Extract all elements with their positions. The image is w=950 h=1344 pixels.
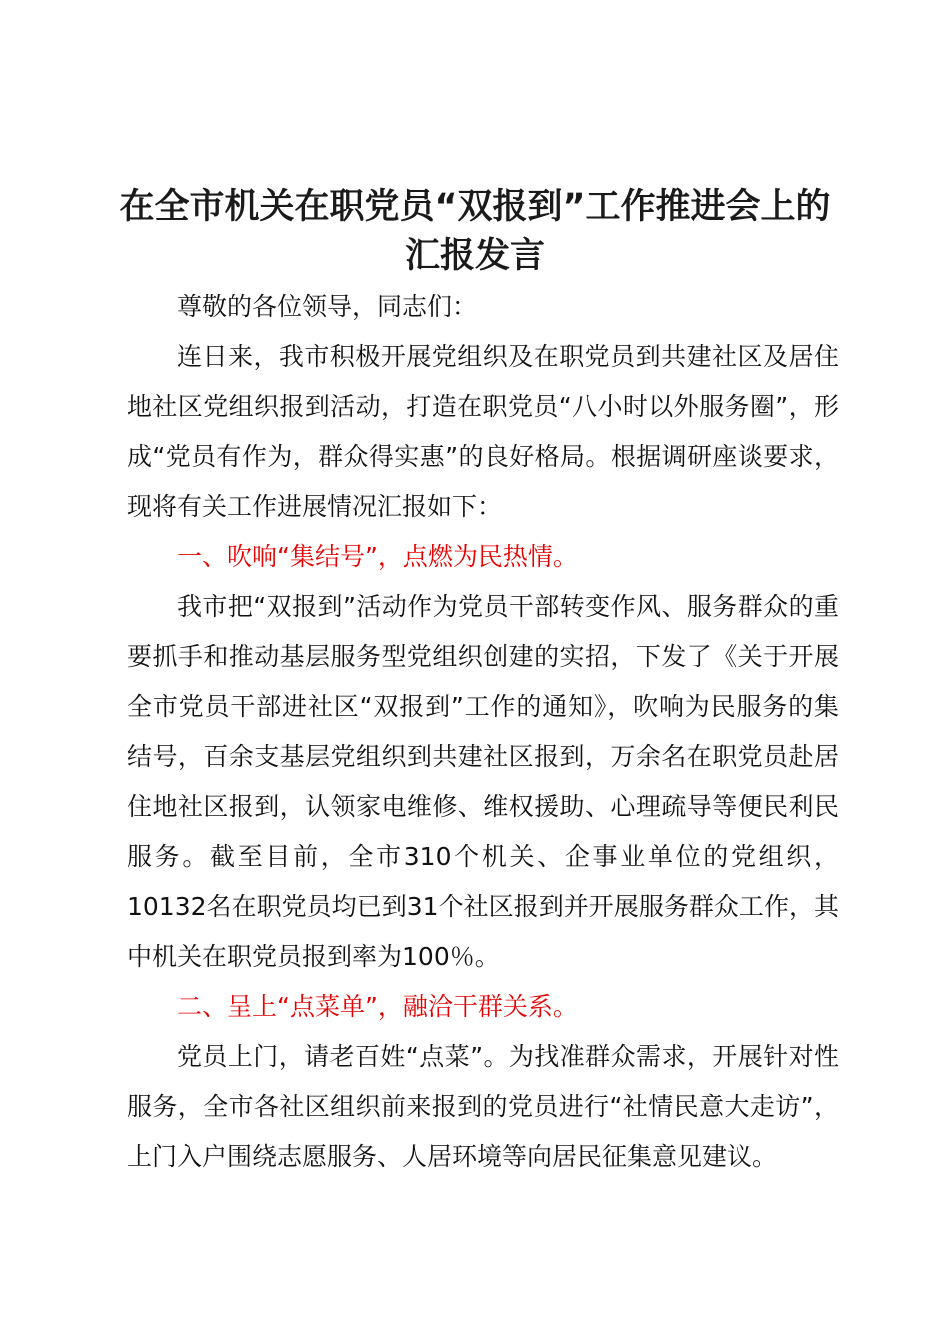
intro-paragraph: 连日来，我市积极开展党组织及在职党员到共建社区及居住地社区党组织报到活动，打造在职党员“八小时以外服务圈”，形成“党员有作为，群众得实惠”的良好格局。根据调研座谈要求，现将有关工作进展情况汇报如下： <box>127 342 839 521</box>
document-title-line-2: 汇报发言 <box>404 236 545 276</box>
section-1-heading: 一、吹响“集结号”，点燃为民热情。 <box>177 542 578 571</box>
section-1-paragraph: 我市把“双报到”活动作为党员干部转变作风、服务群众的重要抓手和推动基层服务型党组织创建的实招，下发了《关于开展全市党员干部进社区“双报到”工作的通知》，吹响为民服务的集结号，百余支基层党组织到共建社区报到，万余名在职党员赴居住地社区报到，认领家电维修、维权援助、心理疏导等便民利民服务。截至目前，全市310个机关、企事业单位的党组织，10132名在职党员均已到31个社区报到并开展服务群众工作，其中机关在职党员报到率为100％。 <box>127 592 839 971</box>
section-2-paragraph: 党员上门，请老百姓“点菜”。为找准群众需求，开展针对性服务，全市各社区组织前来报到的党员进行“社情民意大走访”，上门入户围绕志愿服务、人居环境等向居民征集意见建议。 <box>127 1042 839 1171</box>
section-2-heading: 二、呈上“点菜单”，融洽干群关系。 <box>177 992 578 1021</box>
document-body <box>127 282 839 1182</box>
salutation: 尊敬的各位领导，同志们： <box>177 292 478 321</box>
document-title-line-1: 在全市机关在职党员“双报到”工作推进会上的 <box>119 187 831 227</box>
